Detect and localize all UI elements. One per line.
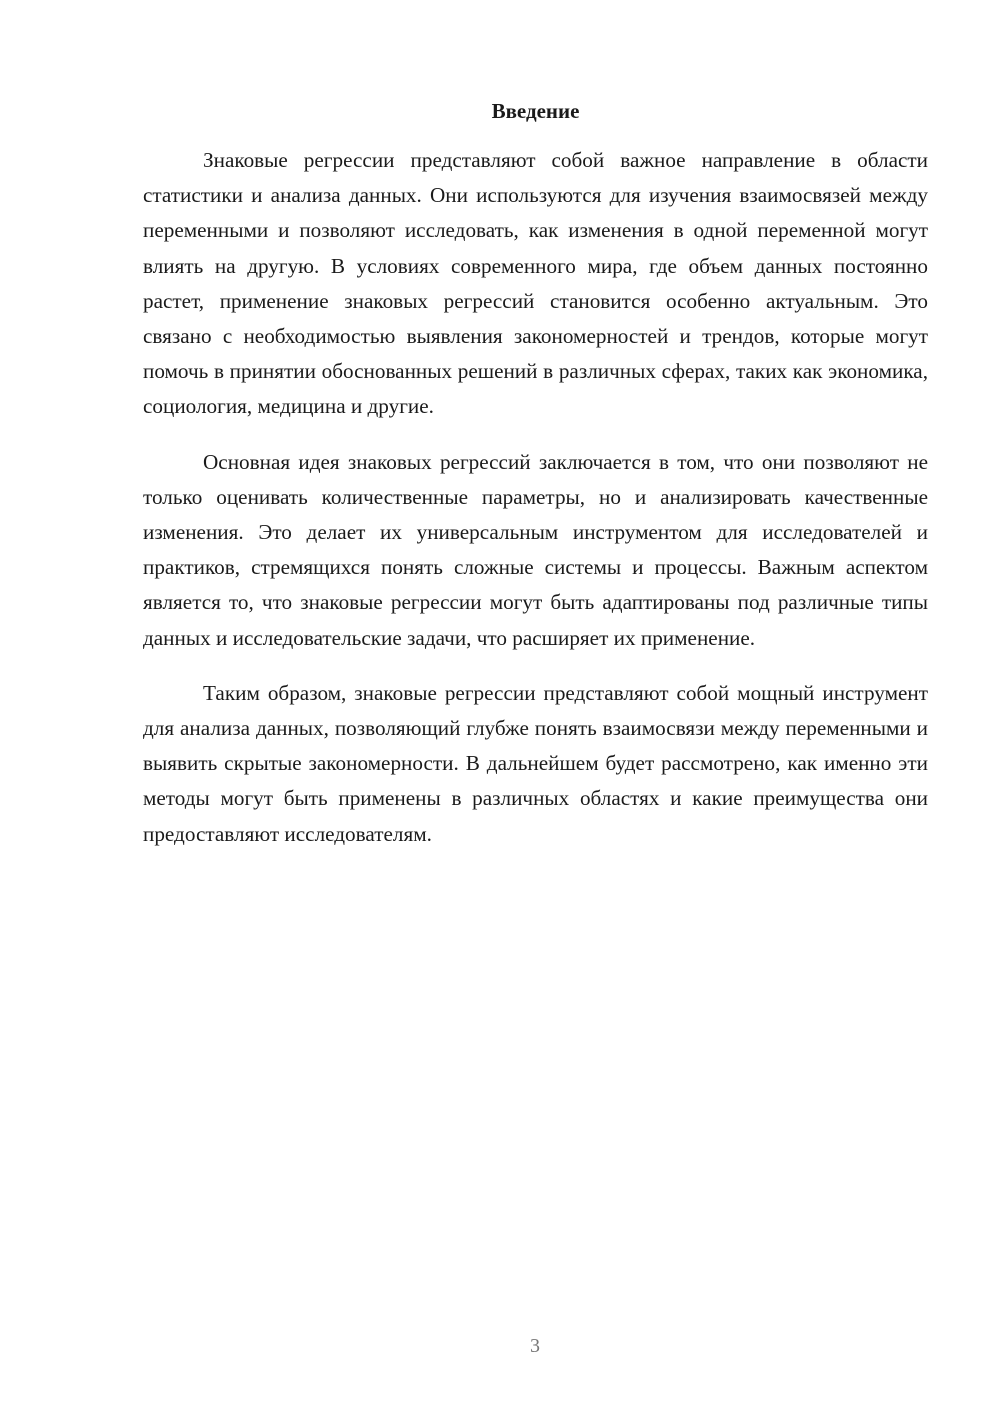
section-title: Введение — [491, 99, 580, 123]
paragraph: Таким образом, знаковые регрессии представляют собой мощный инструмент для анализа данных, позволяющий глубже понять взаимосвязи между переменными и выявить скрытые закономерности. В дальнейшем будет рассмотрено, как именно эти методы могут быть применены в различных областях и какие преимущества они предоставляют исследователям. — [143, 680, 928, 846]
document-body — [143, 143, 928, 872]
paragraph: Основная идея знаковых регрессий заключается в том, что они позволяют не только оценивать количественные параметры, но и анализировать качественные изменения. Это делает их универсальным инструментом для исследователей и практиков, стремящихся понять сложные системы и процессы. Важным аспектом является то, что знаковые регрессии могут быть адаптированы под различные типы данных и исследовательские задачи, что расширяет их применение. — [143, 449, 928, 650]
page-number: 3 — [530, 1335, 540, 1357]
paragraph: Знаковые регрессии представляют собой важное направление в области статистики и анализа данных. Они используются для изучения взаимосвязей между переменными и позволяют исследовать, как изменения в одной переменной могут влиять на другую. В условиях современного мира, где объем данных постоянно растет, применение знаковых регрессий становится особенно актуальным. Это связано с необходимостью выявления закономерностей и трендов, которые могут помочь в принятии обоснованных решений в различных сферах, таких как экономика, социология, медицина и другие. — [143, 148, 928, 419]
